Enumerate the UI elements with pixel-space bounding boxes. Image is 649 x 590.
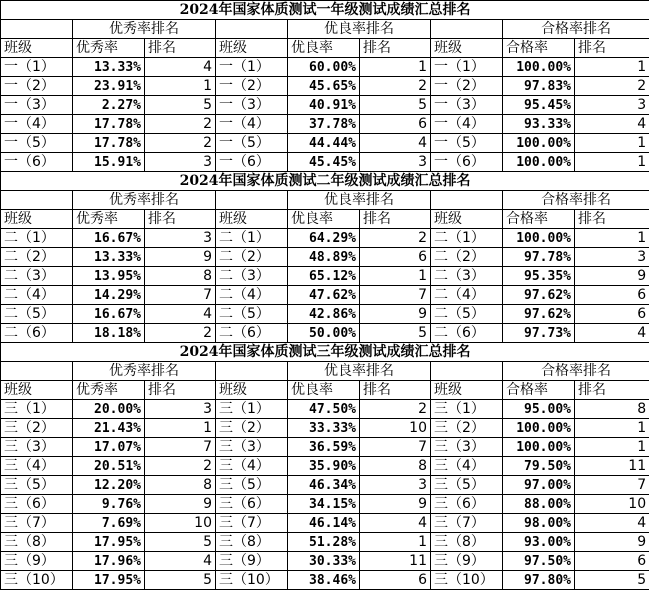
table-row (1, 476, 649, 495)
good-class-cell[interactable]: 三（5） (216, 476, 288, 495)
excellent-class-cell[interactable]: 三（6） (1, 495, 73, 514)
table-row (1, 58, 649, 77)
excellent-rank-cell[interactable]: 10 (145, 514, 216, 533)
excellent-rate-cell[interactable]: 12.20% (73, 476, 145, 495)
pass-class-cell[interactable]: 一（4） (431, 115, 503, 134)
group-header-spacer[interactable] (1, 362, 73, 381)
pass-class-cell[interactable]: 三（8） (431, 533, 503, 552)
pass-rank-cell[interactable]: 11 (575, 457, 649, 476)
column-header-rank[interactable]: 排名 (360, 39, 431, 58)
pass-class-cell[interactable]: 三（9） (431, 552, 503, 571)
excellent-class-cell[interactable]: 二（4） (1, 286, 73, 305)
pass-rate-cell[interactable]: 97.73% (503, 324, 575, 343)
excellent-rank-cell[interactable]: 7 (145, 286, 216, 305)
pass-class-cell[interactable]: 三（5） (431, 476, 503, 495)
table-row (1, 438, 649, 457)
pass-class-cell[interactable]: 三（6） (431, 495, 503, 514)
column-header-class[interactable]: 班级 (1, 39, 73, 58)
column-header-class[interactable]: 班级 (216, 210, 288, 229)
excellent-rate-cell[interactable]: 17.96% (73, 552, 145, 571)
column-header-rank[interactable]: 排名 (360, 210, 431, 229)
excellent-rate-cell[interactable]: 17.78% (73, 115, 145, 134)
column-header-rate[interactable]: 优秀率 (73, 210, 145, 229)
good-rank-cell[interactable]: 2 (360, 229, 431, 248)
excellent-class-cell[interactable]: 一（1） (1, 58, 73, 77)
pass-rate-cell[interactable]: 97.78% (503, 248, 575, 267)
excellent-class-cell[interactable]: 一（5） (1, 134, 73, 153)
good-class-cell[interactable]: 三（4） (216, 457, 288, 476)
excellent-class-cell[interactable]: 三（2） (1, 419, 73, 438)
good-rank-cell[interactable]: 4 (360, 514, 431, 533)
table-row (1, 533, 649, 552)
pass-rate-cell[interactable]: 93.00% (503, 533, 575, 552)
pass-class-cell[interactable]: 二（1） (431, 229, 503, 248)
excellent-class-cell[interactable]: 一（6） (1, 153, 73, 172)
pass-rate-cell[interactable]: 100.00% (503, 229, 575, 248)
good-class-cell[interactable]: 一（4） (216, 115, 288, 134)
group-header-spacer[interactable] (216, 191, 288, 210)
section-title[interactable]: 2024年国家体质测试一年级测试成绩汇总排名 (1, 1, 649, 20)
good-rate-cell[interactable]: 47.62% (288, 286, 360, 305)
pass-rate-cell[interactable]: 97.62% (503, 305, 575, 324)
excellent-rank-cell[interactable]: 5 (145, 533, 216, 552)
column-header-rate[interactable]: 优良率 (288, 39, 360, 58)
pass-class-cell[interactable]: 三（7） (431, 514, 503, 533)
excellent-rank-cell[interactable]: 3 (145, 400, 216, 419)
excellent-class-cell[interactable]: 一（4） (1, 115, 73, 134)
good-rate-cell[interactable]: 37.78% (288, 115, 360, 134)
excellent-class-cell[interactable]: 三（5） (1, 476, 73, 495)
pass-rank-cell[interactable]: 3 (575, 248, 649, 267)
good-rate-cell[interactable]: 65.12% (288, 267, 360, 286)
table-row (1, 514, 649, 533)
good-rate-cell[interactable]: 60.00% (288, 58, 360, 77)
excellent-rate-cell[interactable]: 9.76% (73, 495, 145, 514)
excellent-rate-cell[interactable]: 17.95% (73, 571, 145, 590)
excellent-rate-cell[interactable]: 21.43% (73, 419, 145, 438)
group-header-spacer[interactable] (431, 191, 503, 210)
column-header-rate[interactable]: 优良率 (288, 210, 360, 229)
pass-rate-cell[interactable]: 97.83% (503, 77, 575, 96)
excellent-rate-cell[interactable]: 18.18% (73, 324, 145, 343)
good-rank-cell[interactable]: 6 (360, 115, 431, 134)
pass-class-cell[interactable]: 三（1） (431, 400, 503, 419)
pass-rank-cell[interactable]: 9 (575, 267, 649, 286)
excellent-rank-cell[interactable]: 5 (145, 96, 216, 115)
good-rate-cell[interactable]: 51.28% (288, 533, 360, 552)
good-rank-cell[interactable]: 4 (360, 134, 431, 153)
column-header-rate[interactable]: 优良率 (288, 381, 360, 400)
good-rank-cell[interactable]: 7 (360, 286, 431, 305)
pass-rate-cell[interactable]: 100.00% (503, 134, 575, 153)
group-header-spacer[interactable] (1, 191, 73, 210)
excellent-class-cell[interactable]: 三（1） (1, 400, 73, 419)
pass-rank-cell[interactable]: 5 (575, 571, 649, 590)
pass-rank-cell[interactable]: 6 (575, 305, 649, 324)
group-header-excellent[interactable]: 优秀率排名 (73, 191, 216, 210)
group-header-row (1, 362, 649, 381)
excellent-rate-cell[interactable]: 15.91% (73, 153, 145, 172)
pass-rank-cell[interactable]: 4 (575, 514, 649, 533)
pass-rate-cell[interactable]: 100.00% (503, 58, 575, 77)
table-row (1, 305, 649, 324)
excellent-rank-cell[interactable]: 1 (145, 419, 216, 438)
column-header-class[interactable]: 班级 (431, 39, 503, 58)
group-header-row (1, 20, 649, 39)
sheet-body (1, 1, 649, 590)
good-rank-cell[interactable]: 10 (360, 419, 431, 438)
good-rate-cell[interactable]: 44.44% (288, 134, 360, 153)
group-header-excellent[interactable]: 优秀率排名 (73, 20, 216, 39)
column-header-row (1, 381, 649, 400)
good-rank-cell[interactable]: 7 (360, 438, 431, 457)
excellent-rank-cell[interactable]: 4 (145, 305, 216, 324)
good-rate-cell[interactable]: 38.46% (288, 571, 360, 590)
table-row (1, 229, 649, 248)
good-rank-cell[interactable]: 6 (360, 248, 431, 267)
pass-rate-cell[interactable]: 100.00% (503, 153, 575, 172)
good-rate-cell[interactable]: 50.00% (288, 324, 360, 343)
pass-rate-cell[interactable]: 97.50% (503, 552, 575, 571)
column-header-rate[interactable]: 合格率 (503, 39, 575, 58)
pass-rank-cell[interactable]: 2 (575, 77, 649, 96)
excellent-rate-cell[interactable]: 2.27% (73, 96, 145, 115)
column-header-rate[interactable]: 优秀率 (73, 39, 145, 58)
column-header-rank[interactable]: 排名 (145, 39, 216, 58)
excellent-rank-cell[interactable]: 2 (145, 457, 216, 476)
table-row (1, 571, 649, 590)
group-header-good[interactable]: 优良率排名 (288, 20, 431, 39)
table-row (1, 77, 649, 96)
excellent-rate-cell[interactable]: 17.95% (73, 533, 145, 552)
pass-class-cell[interactable]: 三（4） (431, 457, 503, 476)
good-rate-cell[interactable]: 46.34% (288, 476, 360, 495)
table-row (1, 457, 649, 476)
excellent-rate-cell[interactable]: 16.67% (73, 305, 145, 324)
pass-rank-cell[interactable]: 1 (575, 229, 649, 248)
group-header-spacer[interactable] (1, 20, 73, 39)
column-header-rank[interactable]: 排名 (575, 210, 649, 229)
good-rate-cell[interactable]: 35.90% (288, 457, 360, 476)
pass-class-cell[interactable]: 二（3） (431, 267, 503, 286)
excellent-rank-cell[interactable]: 8 (145, 476, 216, 495)
good-class-cell[interactable]: 三（6） (216, 495, 288, 514)
good-rate-cell[interactable]: 42.86% (288, 305, 360, 324)
good-class-cell[interactable]: 三（7） (216, 514, 288, 533)
excellent-class-cell[interactable]: 二（3） (1, 267, 73, 286)
excellent-rank-cell[interactable]: 2 (145, 324, 216, 343)
excellent-rate-cell[interactable]: 13.33% (73, 58, 145, 77)
pass-rate-cell[interactable]: 97.62% (503, 286, 575, 305)
pass-rank-cell[interactable]: 1 (575, 419, 649, 438)
good-class-cell[interactable]: 二（3） (216, 267, 288, 286)
excellent-class-cell[interactable]: 三（9） (1, 552, 73, 571)
pass-class-cell[interactable]: 二（5） (431, 305, 503, 324)
excellent-rank-cell[interactable]: 5 (145, 571, 216, 590)
pass-class-cell[interactable]: 一（5） (431, 134, 503, 153)
excellent-rank-cell[interactable]: 9 (145, 495, 216, 514)
table-row (1, 153, 649, 172)
group-header-pass[interactable]: 合格率排名 (503, 20, 649, 39)
excellent-rate-cell[interactable]: 13.33% (73, 248, 145, 267)
good-rate-cell[interactable]: 64.29% (288, 229, 360, 248)
pass-rate-cell[interactable]: 79.50% (503, 457, 575, 476)
excellent-rank-cell[interactable]: 1 (145, 77, 216, 96)
group-header-pass[interactable]: 合格率排名 (503, 191, 649, 210)
pass-rate-cell[interactable]: 95.45% (503, 96, 575, 115)
pass-class-cell[interactable]: 二（2） (431, 248, 503, 267)
good-rank-cell[interactable]: 1 (360, 267, 431, 286)
good-class-cell[interactable]: 二（1） (216, 229, 288, 248)
excellent-rank-cell[interactable]: 3 (145, 153, 216, 172)
good-rank-cell[interactable]: 2 (360, 400, 431, 419)
pass-rate-cell[interactable]: 97.00% (503, 476, 575, 495)
pass-rank-cell[interactable]: 6 (575, 286, 649, 305)
excellent-rank-cell[interactable]: 9 (145, 248, 216, 267)
section-title-row (1, 343, 649, 362)
good-rank-cell[interactable]: 1 (360, 533, 431, 552)
excellent-rate-cell[interactable]: 23.91% (73, 77, 145, 96)
table-row (1, 286, 649, 305)
good-class-cell[interactable]: 一（2） (216, 77, 288, 96)
column-header-class[interactable]: 班级 (216, 381, 288, 400)
good-rate-cell[interactable]: 46.14% (288, 514, 360, 533)
good-rank-cell[interactable]: 9 (360, 305, 431, 324)
pass-class-cell[interactable]: 一（1） (431, 58, 503, 77)
good-rank-cell[interactable]: 2 (360, 77, 431, 96)
pass-rank-cell[interactable]: 1 (575, 153, 649, 172)
good-class-cell[interactable]: 三（3） (216, 438, 288, 457)
excellent-class-cell[interactable]: 三（3） (1, 438, 73, 457)
column-header-rank[interactable]: 排名 (575, 39, 649, 58)
excellent-class-cell[interactable]: 一（2） (1, 77, 73, 96)
pass-rate-cell[interactable]: 93.33% (503, 115, 575, 134)
group-header-good[interactable]: 优良率排名 (288, 362, 431, 381)
good-rank-cell[interactable]: 5 (360, 96, 431, 115)
good-rank-cell[interactable]: 9 (360, 495, 431, 514)
pass-rate-cell[interactable]: 95.35% (503, 267, 575, 286)
excellent-rate-cell[interactable]: 17.78% (73, 134, 145, 153)
group-header-excellent[interactable]: 优秀率排名 (73, 362, 216, 381)
excellent-rank-cell[interactable]: 3 (145, 229, 216, 248)
pass-class-cell[interactable]: 一（2） (431, 77, 503, 96)
table-row (1, 419, 649, 438)
column-header-class[interactable]: 班级 (431, 381, 503, 400)
table-row (1, 115, 649, 134)
column-header-rate[interactable]: 合格率 (503, 381, 575, 400)
pass-rate-cell[interactable]: 100.00% (503, 438, 575, 457)
good-class-cell[interactable]: 三（10） (216, 571, 288, 590)
good-rate-cell[interactable]: 47.50% (288, 400, 360, 419)
good-rank-cell[interactable]: 3 (360, 153, 431, 172)
group-header-row (1, 191, 649, 210)
pass-class-cell[interactable]: 三（10） (431, 571, 503, 590)
pass-rank-cell[interactable]: 3 (575, 96, 649, 115)
pass-rate-cell[interactable]: 100.00% (503, 419, 575, 438)
excellent-class-cell[interactable]: 二（6） (1, 324, 73, 343)
pass-class-cell[interactable]: 一（3） (431, 96, 503, 115)
group-header-good[interactable]: 优良率排名 (288, 191, 431, 210)
good-rate-cell[interactable]: 40.91% (288, 96, 360, 115)
pass-rank-cell[interactable]: 9 (575, 533, 649, 552)
excellent-rank-cell[interactable]: 8 (145, 267, 216, 286)
good-class-cell[interactable]: 二（6） (216, 324, 288, 343)
table-row (1, 267, 649, 286)
excellent-rank-cell[interactable]: 7 (145, 438, 216, 457)
excellent-class-cell[interactable]: 三（4） (1, 457, 73, 476)
pass-rank-cell[interactable]: 1 (575, 438, 649, 457)
excellent-rate-cell[interactable]: 16.67% (73, 229, 145, 248)
good-rank-cell[interactable]: 3 (360, 476, 431, 495)
good-rate-cell[interactable]: 36.59% (288, 438, 360, 457)
pass-rate-cell[interactable]: 97.80% (503, 571, 575, 590)
excellent-class-cell[interactable]: 二（2） (1, 248, 73, 267)
table-row (1, 400, 649, 419)
good-rank-cell[interactable]: 11 (360, 552, 431, 571)
good-rank-cell[interactable]: 8 (360, 457, 431, 476)
good-class-cell[interactable]: 一（6） (216, 153, 288, 172)
section-title-row (1, 172, 649, 191)
section-title[interactable]: 2024年国家体质测试二年级测试成绩汇总排名 (1, 172, 649, 191)
good-rate-cell[interactable]: 30.33% (288, 552, 360, 571)
column-header-row (1, 39, 649, 58)
good-class-cell[interactable]: 三（2） (216, 419, 288, 438)
column-header-rate[interactable]: 合格率 (503, 210, 575, 229)
section-title[interactable]: 2024年国家体质测试三年级测试成绩汇总排名 (1, 343, 649, 362)
excellent-rank-cell[interactable]: 4 (145, 58, 216, 77)
excellent-class-cell[interactable]: 三（10） (1, 571, 73, 590)
section-title-row (1, 1, 649, 20)
pass-rank-cell[interactable]: 4 (575, 115, 649, 134)
excellent-class-cell[interactable]: 二（1） (1, 229, 73, 248)
column-header-rank[interactable]: 排名 (575, 381, 649, 400)
good-class-cell[interactable]: 一（1） (216, 58, 288, 77)
group-header-spacer[interactable] (216, 362, 288, 381)
excellent-class-cell[interactable]: 三（7） (1, 514, 73, 533)
pass-rank-cell[interactable]: 10 (575, 495, 649, 514)
group-header-spacer[interactable] (431, 20, 503, 39)
excellent-class-cell[interactable]: 一（3） (1, 96, 73, 115)
pass-rank-cell[interactable]: 4 (575, 324, 649, 343)
pass-rate-cell[interactable]: 95.00% (503, 400, 575, 419)
column-header-class[interactable]: 班级 (1, 381, 73, 400)
pass-rank-cell[interactable]: 7 (575, 476, 649, 495)
excellent-rate-cell[interactable]: 13.95% (73, 267, 145, 286)
table-row (1, 324, 649, 343)
table-row (1, 495, 649, 514)
excellent-rate-cell[interactable]: 14.29% (73, 286, 145, 305)
good-rate-cell[interactable]: 33.33% (288, 419, 360, 438)
pass-rank-cell[interactable]: 1 (575, 134, 649, 153)
good-class-cell[interactable]: 二（2） (216, 248, 288, 267)
column-header-class[interactable]: 班级 (216, 39, 288, 58)
column-header-rank[interactable]: 排名 (145, 210, 216, 229)
good-rate-cell[interactable]: 45.65% (288, 77, 360, 96)
good-rate-cell[interactable]: 45.45% (288, 153, 360, 172)
good-rank-cell[interactable]: 5 (360, 324, 431, 343)
good-class-cell[interactable]: 三（9） (216, 552, 288, 571)
table-row (1, 134, 649, 153)
good-rate-cell[interactable]: 48.89% (288, 248, 360, 267)
table-row (1, 552, 649, 571)
good-class-cell[interactable]: 一（3） (216, 96, 288, 115)
good-rate-cell[interactable]: 34.15% (288, 495, 360, 514)
good-class-cell[interactable]: 一（5） (216, 134, 288, 153)
excellent-rate-cell[interactable]: 17.07% (73, 438, 145, 457)
pass-rate-cell[interactable]: 98.00% (503, 514, 575, 533)
excellent-class-cell[interactable]: 二（5） (1, 305, 73, 324)
pass-class-cell[interactable]: 二（6） (431, 324, 503, 343)
pass-rate-cell[interactable]: 88.00% (503, 495, 575, 514)
good-class-cell[interactable]: 三（8） (216, 533, 288, 552)
excellent-rate-cell[interactable]: 7.69% (73, 514, 145, 533)
column-header-rank[interactable]: 排名 (360, 381, 431, 400)
column-header-class[interactable]: 班级 (431, 210, 503, 229)
pass-rank-cell[interactable]: 1 (575, 58, 649, 77)
excellent-rank-cell[interactable]: 2 (145, 134, 216, 153)
good-class-cell[interactable]: 二（4） (216, 286, 288, 305)
group-header-spacer[interactable] (431, 362, 503, 381)
excellent-rank-cell[interactable]: 4 (145, 552, 216, 571)
excellent-rank-cell[interactable]: 2 (145, 115, 216, 134)
pass-class-cell[interactable]: 三（2） (431, 419, 503, 438)
column-header-class[interactable]: 班级 (1, 210, 73, 229)
column-header-row (1, 210, 649, 229)
pass-rank-cell[interactable]: 6 (575, 552, 649, 571)
column-header-rate[interactable]: 优秀率 (73, 381, 145, 400)
excellent-rate-cell[interactable]: 20.51% (73, 457, 145, 476)
column-header-rank[interactable]: 排名 (145, 381, 216, 400)
excellent-rate-cell[interactable]: 20.00% (73, 400, 145, 419)
excellent-class-cell[interactable]: 三（8） (1, 533, 73, 552)
table-row (1, 96, 649, 115)
good-class-cell[interactable]: 三（1） (216, 400, 288, 419)
pass-class-cell[interactable]: 三（3） (431, 438, 503, 457)
pass-class-cell[interactable]: 二（4） (431, 286, 503, 305)
table-row (1, 248, 649, 267)
good-rank-cell[interactable]: 6 (360, 571, 431, 590)
good-rank-cell[interactable]: 1 (360, 58, 431, 77)
good-class-cell[interactable]: 二（5） (216, 305, 288, 324)
pass-rank-cell[interactable]: 8 (575, 400, 649, 419)
pass-class-cell[interactable]: 一（6） (431, 153, 503, 172)
group-header-spacer[interactable] (216, 20, 288, 39)
group-header-pass[interactable]: 合格率排名 (503, 362, 649, 381)
